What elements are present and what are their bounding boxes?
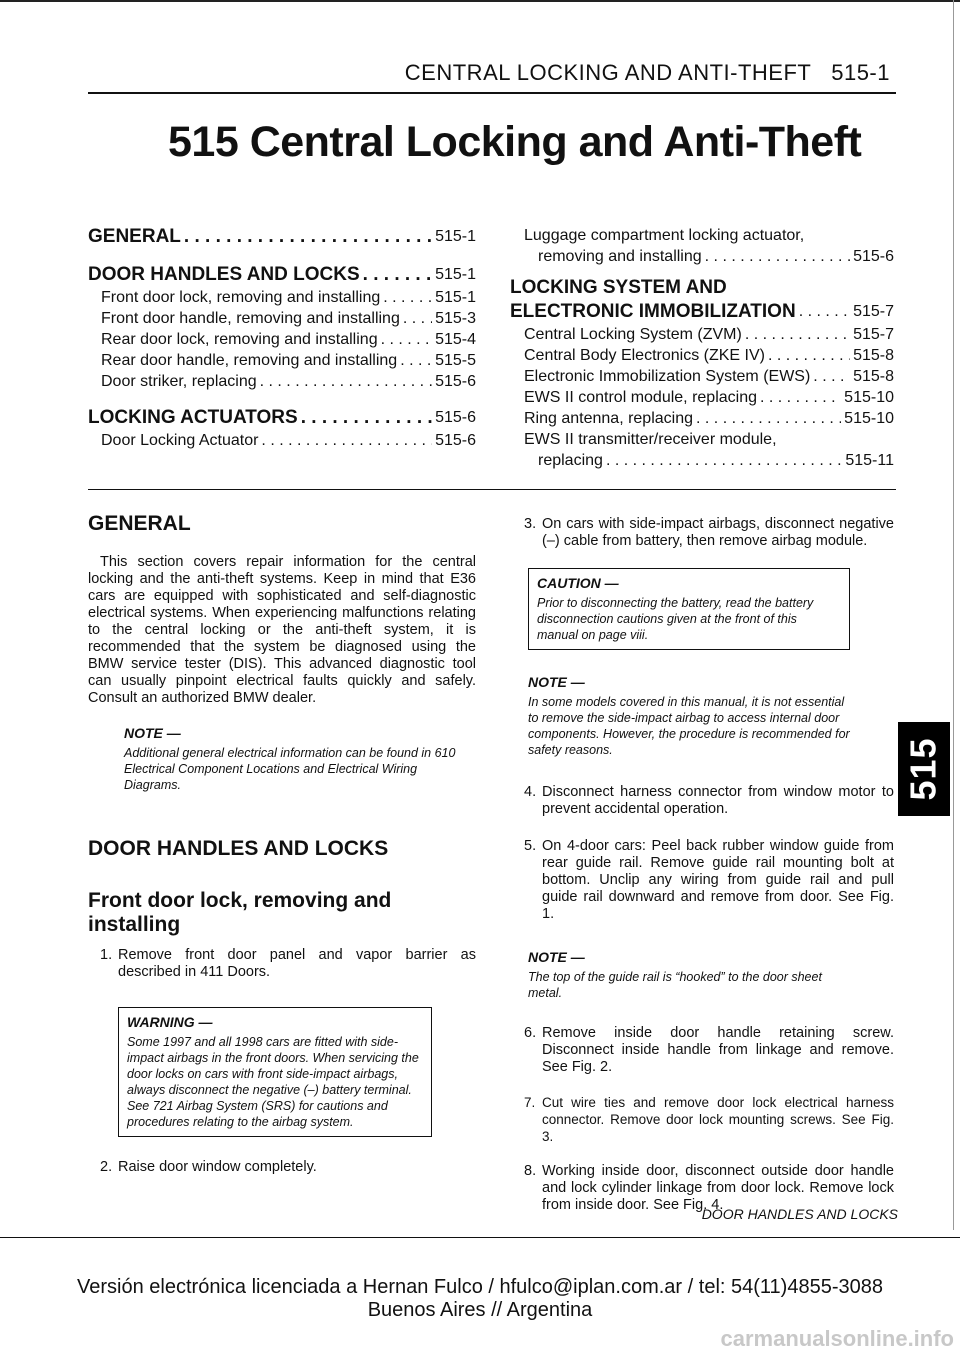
toc-leader	[705, 246, 850, 267]
toc-entry-page: 515-10	[844, 389, 894, 406]
toc-entry[interactable]	[524, 324, 894, 345]
step-number: 4.	[524, 784, 537, 800]
step-text: Raise door window completely.	[118, 1159, 317, 1175]
toc-entry[interactable]	[88, 329, 476, 350]
note-title: NOTE —	[124, 725, 181, 741]
step-number: 8.	[524, 1163, 537, 1179]
door-handles-heading: DOOR HANDLES AND LOCKS	[88, 837, 389, 860]
toc-leader	[383, 287, 432, 308]
note-text: In some models covered in this manual, it is not essential to remove the side-impact airbag to access internal door components. However, the procedure is recommended for safety reasons.	[528, 695, 850, 757]
step-number: 7.	[524, 1095, 536, 1110]
toc-entry-page: 515-6	[435, 432, 476, 449]
toc-entry-label: Central Body Electronics (ZKE IV)	[524, 347, 765, 364]
toc-entry-page: 515-8	[853, 368, 894, 385]
toc-entry-page: 515-3	[435, 310, 476, 327]
toc-entry-label: LOCKING ACTUATORS	[88, 407, 298, 428]
section-tab-label: 515	[903, 737, 945, 801]
toc-entry-label: EWS II control module, replacing	[524, 389, 757, 406]
toc-leader	[260, 371, 432, 392]
caution-box	[528, 568, 850, 650]
toc-leader	[768, 345, 850, 366]
toc-ews-entry[interactable]	[496, 450, 894, 471]
toc-entry[interactable]	[88, 430, 476, 451]
toc-leader	[184, 225, 432, 249]
toc-section-page: 515-7	[853, 303, 894, 320]
toc-leader	[813, 366, 850, 387]
page-number: 515-1	[831, 60, 890, 85]
toc-luggage-line2: removing and installing	[538, 248, 702, 265]
toc-leader	[745, 324, 850, 345]
toc-section-line1[interactable]: LOCKING SYSTEM AND	[510, 277, 727, 298]
general-heading: GENERAL	[88, 512, 191, 535]
toc-entry-label: GENERAL	[88, 226, 181, 247]
toc-entry-page: 515-5	[435, 352, 476, 369]
step-number: 2.	[100, 1159, 113, 1175]
toc-entry[interactable]	[524, 345, 894, 366]
step-number: 1.	[100, 947, 113, 963]
toc-ews-line2: replacing	[538, 452, 603, 469]
toc-leader	[606, 450, 842, 471]
toc-entry-page: 515-6	[435, 373, 476, 390]
toc-entry-label: Door striker, replacing	[101, 373, 257, 390]
step-1	[88, 947, 476, 981]
toc-entry[interactable]	[524, 366, 894, 387]
toc-right-entries	[496, 324, 894, 429]
step-text: Remove front door panel and vapor barrier as described in 411 Doors.	[118, 947, 476, 980]
toc-leader	[381, 329, 432, 350]
header-rule	[88, 92, 896, 94]
toc-entry-page: 515-1	[435, 289, 476, 306]
right-border	[953, 0, 954, 1230]
left-body-column	[88, 512, 476, 1176]
toc-entry-page: 515-6	[435, 409, 476, 426]
toc-entry-label: Door Locking Actuator	[101, 432, 259, 449]
step-3	[524, 516, 894, 550]
toc-leader	[301, 406, 432, 430]
toc-luggage-entry[interactable]	[496, 246, 894, 267]
toc-leader	[363, 263, 432, 287]
toc-entry-page: 515-1	[435, 266, 476, 283]
toc-entry-label: DOOR HANDLES AND LOCKS	[88, 264, 360, 285]
toc-entry-page: 515-7	[853, 326, 894, 343]
note-text: Additional general electrical information can be found in 610 Electrical Component Locations and Electrical Wiring Diagrams.	[124, 746, 456, 792]
toc-entry-page: 515-1	[435, 228, 476, 245]
note-airbag	[528, 674, 858, 758]
toc-separator	[88, 489, 896, 490]
toc-section-line2: ELECTRONIC IMMOBILIZATION	[510, 301, 796, 322]
toc-entry[interactable]	[88, 350, 476, 371]
toc-entry[interactable]	[88, 308, 476, 329]
step-number: 3.	[524, 516, 537, 532]
toc-entry[interactable]	[88, 225, 476, 249]
step-text: On cars with side-impact airbags, disconnect negative (–) cable from battery, then remove airbag module.	[542, 516, 894, 549]
step-text: Disconnect harness connector from window motor to prevent accidental operation.	[542, 784, 894, 817]
toc-leader	[261, 430, 432, 451]
toc-entry[interactable]	[88, 406, 476, 430]
footer-section-label: DOOR HANDLES AND LOCKS	[701, 1206, 898, 1222]
note-text: The top of the guide rail is “hooked” to the door sheet metal.	[528, 970, 822, 1000]
note-electrical	[124, 725, 470, 793]
caution-text: Prior to disconnecting the battery, read the battery disconnection cautions given at the front of this manual on page viii.	[537, 596, 814, 642]
general-paragraph: This section covers repair information for the central locking and the anti-theft systems. Keep in mind that E36 cars are equipped with sophisticated and self-diagnostic electrical systems. When experiencing malfunctions relating to the central locking or the anti-theft system, it is recommended that the system be diagnosed using the BMW service tester (DIS). This advanced diagnostic tool can usually pinpoint electrical faults quickly and safely. Consult an authorized BMW dealer.	[88, 554, 476, 706]
toc-entry-label: Front door lock, removing and installing	[101, 289, 381, 306]
warning-title: WARNING —	[127, 1014, 213, 1030]
license-line-2: Buenos Aires // Argentina	[367, 1299, 593, 1321]
toc-leader	[760, 387, 841, 408]
step-text: Working inside door, disconnect outside door handle and lock cylinder linkage from door lock. Remove lock from inside door. See Fig. 4.	[542, 1163, 894, 1213]
license-line-1: Versión electrónica licenciada a Hernan Fulco / hfulco@iplan.com.ar / tel: 54(11)4855-3088	[77, 1276, 883, 1298]
toc-ews-page: 515-11	[845, 452, 894, 469]
toc-entry[interactable]	[88, 371, 476, 392]
toc-leader	[400, 350, 432, 371]
note-title: NOTE —	[528, 674, 585, 690]
toc-entry-label: Central Locking System (ZVM)	[524, 326, 742, 343]
toc-entry-page: 515-10	[844, 410, 894, 427]
footer-rule	[0, 1237, 960, 1238]
step-text: Remove inside door handle retaining screw. Disconnect inside handle from linkage and remove. See Fig. 2.	[542, 1025, 894, 1075]
note-title: NOTE —	[528, 949, 585, 965]
caution-title: CAUTION —	[537, 575, 619, 591]
toc-left-column	[88, 225, 476, 451]
toc-luggage-page: 515-6	[853, 248, 894, 265]
toc-entry-label: Electronic Immobilization System (EWS)	[524, 368, 811, 385]
toc-section-entry[interactable]	[496, 300, 894, 324]
warning-box	[118, 1007, 432, 1137]
page-title: 515 Central Locking and Anti-Theft	[168, 118, 862, 166]
toc-entry[interactable]	[88, 263, 476, 287]
step-7	[524, 1094, 894, 1145]
note-guide-rail	[528, 949, 858, 1001]
warning-text: Some 1997 and all 1998 cars are fitted with side-impact airbags in the front doors. When servicing the door locks on cars with front side-impact airbags, always disconnect the negative (–) battery terminal. See 721 Airbag System (SRS) for cautions and procedures relating to the airbag system.	[127, 1035, 419, 1129]
step-4	[524, 784, 894, 818]
toc-ews-line1[interactable]: EWS II transmitter/receiver module,	[524, 431, 777, 448]
toc-entry-label: Rear door lock, removing and installing	[101, 331, 378, 348]
toc-right-column	[496, 225, 894, 471]
running-header	[405, 60, 890, 86]
toc-leader	[403, 308, 432, 329]
running-title: CENTRAL LOCKING AND ANTI-THEFT	[404, 60, 812, 85]
step-text: Cut wire ties and remove door lock electrical harness connector. Remove door lock mounting screws. See Fig. 3.	[542, 1095, 894, 1144]
section-tab	[898, 722, 950, 816]
step-5	[524, 838, 894, 923]
top-border	[0, 0, 960, 2]
toc-entry-label: Front door handle, removing and installing	[101, 310, 400, 327]
toc-leader	[696, 408, 841, 429]
step-2	[88, 1159, 476, 1176]
step-6	[524, 1025, 894, 1076]
toc-leader	[799, 300, 850, 324]
watermark: carmanualsonline.info	[720, 1326, 954, 1351]
right-body-column	[524, 516, 894, 1214]
front-door-lock-heading: Front door lock, removing and installing	[88, 889, 392, 936]
toc-entry-label: Rear door handle, removing and installing	[101, 352, 398, 369]
step-number: 6.	[524, 1025, 537, 1041]
toc-entry[interactable]	[524, 387, 894, 408]
step-number: 5.	[524, 838, 537, 854]
toc-luggage-line1[interactable]: Luggage compartment locking actuator,	[524, 227, 805, 244]
toc-entry-page: 515-4	[435, 331, 476, 348]
toc-entry-page: 515-8	[853, 347, 894, 364]
toc-entry[interactable]	[524, 408, 894, 429]
toc-entry[interactable]	[88, 287, 476, 308]
toc-entry-label: Ring antenna, replacing	[524, 410, 694, 427]
step-text: On 4-door cars: Peel back rubber window guide from rear guide rail. Remove guide rail mounting bolt at bottom. Unclip any wiring from guide rail and pull guide rail downward and remove from door. See Fig. 1.	[542, 838, 894, 922]
